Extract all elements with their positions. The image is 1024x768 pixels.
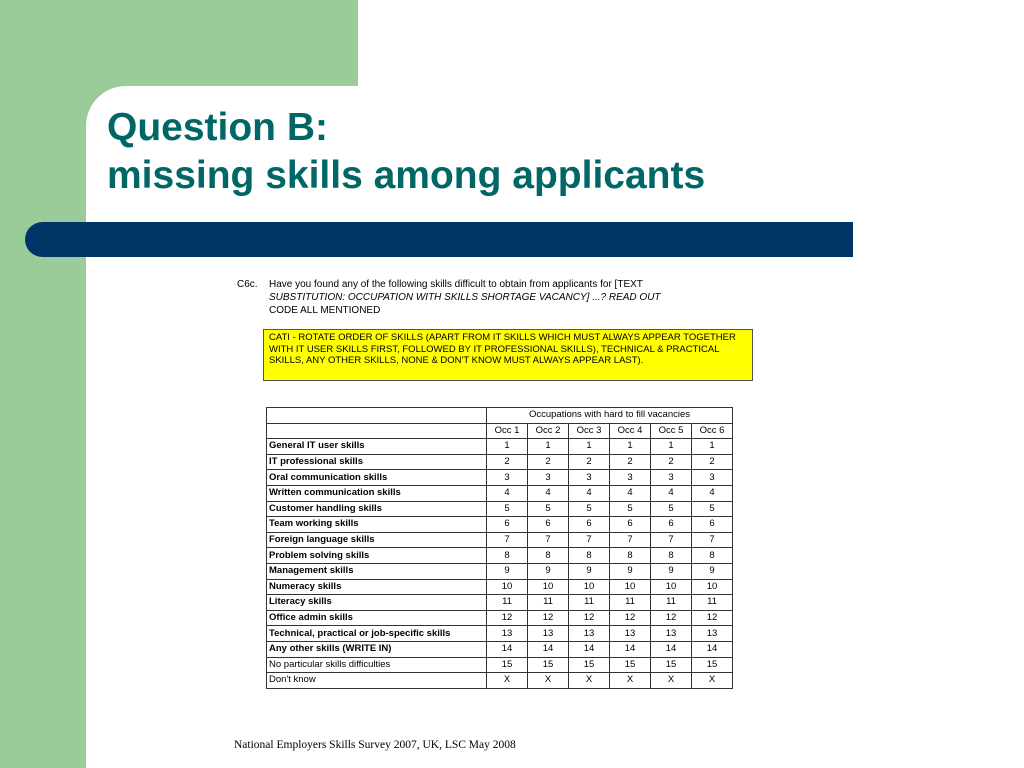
table-row xyxy=(267,579,733,595)
response-code-cell: 15 xyxy=(569,657,610,673)
response-code-cell: 6 xyxy=(528,517,569,533)
column-header: Occ 6 xyxy=(692,423,733,439)
response-code-cell: 1 xyxy=(692,439,733,455)
skill-label: General IT user skills xyxy=(267,439,487,455)
response-code-cell: 12 xyxy=(651,610,692,626)
response-code-cell: 3 xyxy=(569,470,610,486)
left-green-bar xyxy=(0,0,86,768)
response-code-cell: 13 xyxy=(569,626,610,642)
response-code-cell: 15 xyxy=(487,657,528,673)
response-code-cell: 2 xyxy=(528,454,569,470)
response-code-cell: 4 xyxy=(569,485,610,501)
response-code-cell: X xyxy=(610,673,651,689)
column-header: Occ 1 xyxy=(487,423,528,439)
response-code-cell: 8 xyxy=(651,548,692,564)
response-code-cell: 11 xyxy=(610,595,651,611)
response-code-cell: 2 xyxy=(569,454,610,470)
table-header-blank xyxy=(267,423,487,439)
table-row xyxy=(267,641,733,657)
response-code-cell: 11 xyxy=(569,595,610,611)
column-header: Occ 5 xyxy=(651,423,692,439)
response-code-cell: 7 xyxy=(692,532,733,548)
response-code-cell: 11 xyxy=(692,595,733,611)
response-code-cell: 7 xyxy=(487,532,528,548)
response-code-cell: 3 xyxy=(610,470,651,486)
response-code-cell: 10 xyxy=(651,579,692,595)
response-code-cell: 2 xyxy=(692,454,733,470)
response-code-cell: 11 xyxy=(528,595,569,611)
slide-title xyxy=(107,104,705,200)
skill-label: Any other skills (WRITE IN) xyxy=(267,641,487,657)
response-code-cell: 15 xyxy=(651,657,692,673)
column-header: Occ 4 xyxy=(610,423,651,439)
table-row xyxy=(267,595,733,611)
top-green-block xyxy=(86,0,358,86)
table-corner-cell xyxy=(267,408,487,424)
response-code-cell: 12 xyxy=(528,610,569,626)
response-code-cell: 5 xyxy=(487,501,528,517)
table-row xyxy=(267,532,733,548)
response-code-cell: 7 xyxy=(569,532,610,548)
skills-table xyxy=(266,407,733,689)
response-code-cell: 9 xyxy=(610,563,651,579)
response-code-cell: 12 xyxy=(610,610,651,626)
skill-label: Technical, practical or job-specific skills xyxy=(267,626,487,642)
response-code-cell: 3 xyxy=(487,470,528,486)
response-code-cell: X xyxy=(651,673,692,689)
response-code-cell: 4 xyxy=(610,485,651,501)
response-code-cell: 4 xyxy=(528,485,569,501)
response-code-cell: 15 xyxy=(610,657,651,673)
response-code-cell: 13 xyxy=(610,626,651,642)
response-code-cell: 6 xyxy=(651,517,692,533)
response-code-cell: 14 xyxy=(487,641,528,657)
response-code-cell: 13 xyxy=(487,626,528,642)
response-code-cell: 2 xyxy=(651,454,692,470)
table-row xyxy=(267,673,733,689)
table-row xyxy=(267,657,733,673)
response-code-cell: 4 xyxy=(692,485,733,501)
response-code-cell: 12 xyxy=(487,610,528,626)
table-row xyxy=(267,563,733,579)
response-code-cell: 5 xyxy=(528,501,569,517)
skill-label: Customer handling skills xyxy=(267,501,487,517)
response-code-cell: 15 xyxy=(692,657,733,673)
table-group-header-row xyxy=(267,408,733,424)
response-code-cell: 6 xyxy=(487,517,528,533)
response-code-cell: X xyxy=(692,673,733,689)
table-row xyxy=(267,501,733,517)
question-text: Have you found any of the following skills difficult to obtain from applicants for [TEXT xyxy=(269,279,643,290)
question-line-2: SUBSTITUTION: OCCUPATION WITH SKILLS SHORTAGE VACANCY] ...? READ OUT xyxy=(269,292,661,303)
response-code-cell: 10 xyxy=(569,579,610,595)
response-code-cell: 13 xyxy=(692,626,733,642)
response-code-cell: 10 xyxy=(692,579,733,595)
column-header: Occ 2 xyxy=(528,423,569,439)
table-row xyxy=(267,517,733,533)
response-code-cell: 14 xyxy=(569,641,610,657)
occupations-group-header: Occupations with hard to fill vacancies xyxy=(487,408,733,424)
response-code-cell: 8 xyxy=(610,548,651,564)
question-line-1 xyxy=(237,278,643,291)
response-code-cell: 9 xyxy=(692,563,733,579)
response-code-cell: 3 xyxy=(651,470,692,486)
table-row xyxy=(267,548,733,564)
slide-title-line-1: Question B: xyxy=(107,106,328,149)
slide-title-line-2: missing skills among applicants xyxy=(107,154,706,197)
response-code-cell: 8 xyxy=(569,548,610,564)
response-code-cell: 1 xyxy=(569,439,610,455)
skill-label: Office admin skills xyxy=(267,610,487,626)
table-row xyxy=(267,470,733,486)
response-code-cell: 10 xyxy=(487,579,528,595)
response-code-cell: 14 xyxy=(610,641,651,657)
response-code-cell: 1 xyxy=(610,439,651,455)
response-code-cell: 8 xyxy=(692,548,733,564)
response-code-cell: 6 xyxy=(569,517,610,533)
column-header: Occ 3 xyxy=(569,423,610,439)
skill-label: Oral communication skills xyxy=(267,470,487,486)
response-code-cell: 13 xyxy=(528,626,569,642)
skill-label: Management skills xyxy=(267,563,487,579)
response-code-cell: 11 xyxy=(487,595,528,611)
response-code-cell: 9 xyxy=(651,563,692,579)
response-code-cell: 14 xyxy=(651,641,692,657)
skill-label: IT professional skills xyxy=(267,454,487,470)
response-code-cell: 5 xyxy=(569,501,610,517)
response-code-cell: X xyxy=(487,673,528,689)
response-code-cell: 14 xyxy=(692,641,733,657)
response-code-cell: 4 xyxy=(487,485,528,501)
response-code-cell: 5 xyxy=(692,501,733,517)
skill-label: No particular skills difficulties xyxy=(267,657,487,673)
table-row xyxy=(267,439,733,455)
question-line-3: CODE ALL MENTIONED xyxy=(269,305,381,316)
response-code-cell: 4 xyxy=(651,485,692,501)
response-code-cell: 2 xyxy=(610,454,651,470)
response-code-cell: 12 xyxy=(569,610,610,626)
response-code-cell: 5 xyxy=(610,501,651,517)
response-code-cell: 6 xyxy=(610,517,651,533)
table-header-row xyxy=(267,423,733,439)
navy-divider-bar xyxy=(25,222,853,257)
response-code-cell: 1 xyxy=(528,439,569,455)
response-code-cell: 12 xyxy=(692,610,733,626)
response-code-cell: 5 xyxy=(651,501,692,517)
response-code-cell: 1 xyxy=(487,439,528,455)
response-code-cell: 14 xyxy=(528,641,569,657)
skill-label: Problem solving skills xyxy=(267,548,487,564)
response-code-cell: 6 xyxy=(692,517,733,533)
response-code-cell: 10 xyxy=(610,579,651,595)
response-code-cell: 2 xyxy=(487,454,528,470)
response-code-cell: 9 xyxy=(528,563,569,579)
response-code-cell: 7 xyxy=(528,532,569,548)
skill-label: Foreign language skills xyxy=(267,532,487,548)
skills-table-body xyxy=(267,439,733,689)
response-code-cell: 15 xyxy=(528,657,569,673)
skill-label: Numeracy skills xyxy=(267,579,487,595)
response-code-cell: 3 xyxy=(692,470,733,486)
response-code-cell: 7 xyxy=(651,532,692,548)
response-code-cell: 8 xyxy=(528,548,569,564)
skill-label: Written communication skills xyxy=(267,485,487,501)
skill-label: Don't know xyxy=(267,673,487,689)
skill-label: Team working skills xyxy=(267,517,487,533)
response-code-cell: 13 xyxy=(651,626,692,642)
table-row xyxy=(267,485,733,501)
response-code-cell: 11 xyxy=(651,595,692,611)
table-row xyxy=(267,454,733,470)
response-code-cell: 7 xyxy=(610,532,651,548)
response-code-cell: 9 xyxy=(487,563,528,579)
table-row xyxy=(267,626,733,642)
skill-label: Literacy skills xyxy=(267,595,487,611)
response-code-cell: X xyxy=(569,673,610,689)
question-code: C6c. xyxy=(237,279,258,290)
response-code-cell: 10 xyxy=(528,579,569,595)
response-code-cell: 3 xyxy=(528,470,569,486)
source-citation: National Employers Skills Survey 2007, UK, LSC May 2008 xyxy=(234,739,516,751)
response-code-cell: X xyxy=(528,673,569,689)
table-row xyxy=(267,610,733,626)
response-code-cell: 9 xyxy=(569,563,610,579)
response-code-cell: 1 xyxy=(651,439,692,455)
response-code-cell: 8 xyxy=(487,548,528,564)
cati-instruction-box: CATI - ROTATE ORDER OF SKILLS (APART FROM IT SKILLS WHICH MUST ALWAYS APPEAR TOGETHER WITH IT USER SKILLS FIRST, FOLLOWED BY IT PROFESSIONAL SKILLS), TECHNICAL & PRACTICAL SKILLS, ANY OTHER SKILLS, NONE & DON'T KNOW MUST ALWAYS APPEAR LAST). xyxy=(263,329,753,381)
